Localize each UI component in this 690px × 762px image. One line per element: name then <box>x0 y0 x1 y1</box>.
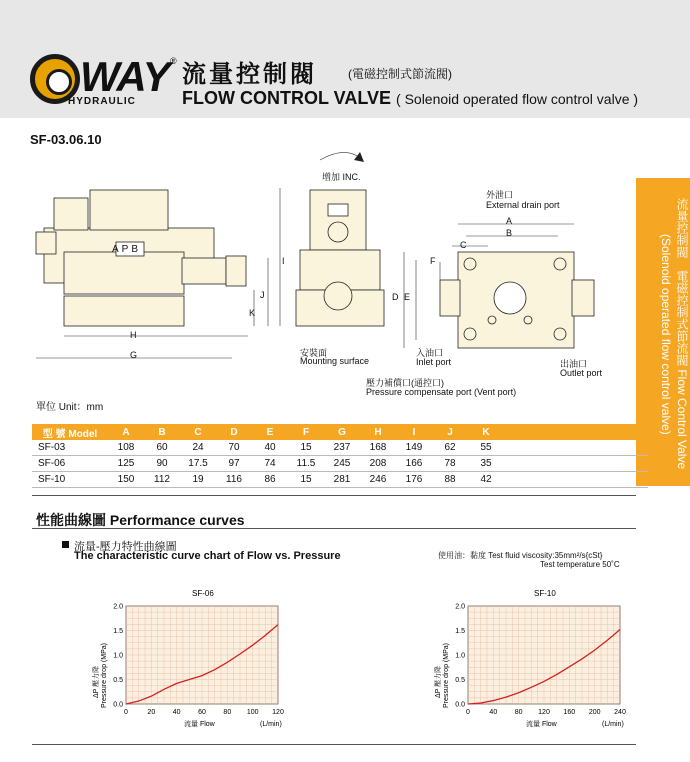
y-axis-label-en: Pressure drop (MPa) <box>443 643 450 708</box>
table-cell <box>576 456 612 472</box>
table-cell: 11.5 <box>288 456 324 472</box>
table-cell <box>504 472 540 488</box>
unit-label: 單位 Unit：mm <box>36 402 104 413</box>
table-cell <box>504 456 540 472</box>
curve-title-zh: 流量-壓力特性曲線圖 <box>74 541 177 553</box>
table-cell: 245 <box>324 456 360 472</box>
dim-label-g: G <box>130 350 138 360</box>
table-cell <box>576 472 612 488</box>
table-cell: 15 <box>288 440 324 456</box>
dim-label-a: A <box>506 216 513 226</box>
x-tick-label: 120 <box>272 709 284 716</box>
chart-sf06 <box>70 584 300 734</box>
table-header: E <box>252 424 288 440</box>
table-header: B <box>144 424 180 440</box>
table-cell: 60 <box>144 440 180 456</box>
table-cell: 19 <box>180 472 216 488</box>
table-header <box>540 424 576 440</box>
table-cell: 168 <box>360 440 396 456</box>
x-axis-label: 流量 Flow <box>184 721 215 728</box>
top-view-drawing <box>440 252 594 348</box>
table-header: A <box>108 424 144 440</box>
y-axis-label-zh: ΔP 壓力降 <box>93 665 100 698</box>
table-cell: 108 <box>108 440 144 456</box>
table-cell: 70 <box>216 440 252 456</box>
table-cell: 74 <box>252 456 288 472</box>
table-cell: 281 <box>324 472 360 488</box>
table-cell: 166 <box>396 456 432 472</box>
title-chinese: 流量控制閥 <box>182 61 317 88</box>
y-tick-label: 1.5 <box>455 628 465 635</box>
outlet-port-en: Outlet port <box>560 368 603 378</box>
table-cell: 15 <box>288 472 324 488</box>
y-tick-label: 0.0 <box>113 701 123 709</box>
table-cell: 237 <box>324 440 360 456</box>
table-cell <box>612 456 648 472</box>
front-view-drawing <box>36 190 246 326</box>
y-tick-label: 2.0 <box>455 603 465 611</box>
dim-label-b: B <box>506 228 513 238</box>
title-english <box>182 88 638 109</box>
bullet-square-icon <box>62 541 69 548</box>
inlet-port-en: Inlet port <box>416 357 452 367</box>
x-tick-label: 160 <box>563 709 576 716</box>
x-tick-label: 20 <box>147 709 156 716</box>
dim-label-j: J <box>260 290 265 300</box>
table-header: I <box>396 424 432 440</box>
y-axis-label-zh: ΔP 壓力降 <box>435 665 442 698</box>
title-english-sub: ( Solenoid operated flow control valve ) <box>396 91 639 107</box>
table-header: 型 號 Model <box>32 424 108 440</box>
table-header: J <box>432 424 468 440</box>
y-tick-label: 0.0 <box>455 701 465 709</box>
table-cell <box>540 440 576 456</box>
outlet-port-zh: 出油口 <box>560 359 588 369</box>
table-cell: 55 <box>468 440 504 456</box>
x-tick-label: 60 <box>198 709 206 716</box>
table-header: H <box>360 424 396 440</box>
table-row <box>32 456 648 472</box>
dim-label-h: H <box>130 330 137 340</box>
table-cell: 112 <box>144 472 180 488</box>
table-cell <box>504 440 540 456</box>
table-header <box>504 424 540 440</box>
table-row <box>32 440 648 456</box>
divider <box>32 744 636 745</box>
dim-label-f: F <box>430 256 436 266</box>
performance-title: 性能曲線圖 Performance curves <box>36 512 245 528</box>
title-chinese-sub: (電磁控制式節流閥) <box>348 67 452 81</box>
table-cell: SF-10 <box>32 472 108 488</box>
dim-label-e: E <box>404 292 411 302</box>
side-view-drawing <box>296 190 384 326</box>
table-cell <box>540 472 576 488</box>
dim-label-k: K <box>249 308 256 318</box>
registered-mark: ® <box>170 56 177 66</box>
x-tick-label: 240 <box>614 709 626 716</box>
vent-port-zh: 壓力補償口(通控口) <box>366 378 444 388</box>
x-tick-label: 40 <box>172 709 181 716</box>
table-header: C <box>180 424 216 440</box>
brand-subtitle: HYDRAULIC <box>68 96 136 107</box>
chart-title: SF-10 <box>534 589 556 598</box>
table-cell: 88 <box>432 472 468 488</box>
table-header <box>612 424 648 440</box>
table-cell: 17.5 <box>180 456 216 472</box>
table-cell <box>540 456 576 472</box>
table-cell: 35 <box>468 456 504 472</box>
table-cell: 150 <box>108 472 144 488</box>
x-axis-unit: (L/min) <box>260 721 282 728</box>
x-axis-unit: (L/min) <box>602 721 624 728</box>
inlet-port-zh: 入油口 <box>416 348 444 358</box>
curve-title-en: The characteristic curve chart of Flow vs. Pressure <box>74 550 341 562</box>
table-cell: 208 <box>360 456 396 472</box>
divider <box>32 495 636 496</box>
table-cell: 90 <box>144 456 180 472</box>
fluid-viscosity: 使用油：黏度 Test fluid viscosity:35mm²/s{cSt} <box>438 551 603 560</box>
divider <box>32 528 636 529</box>
table-cell: 24 <box>180 440 216 456</box>
model-code: SF-03.06.10 <box>30 132 102 147</box>
inc-arrow-icon <box>354 152 364 162</box>
table-cell: SF-06 <box>32 456 108 472</box>
dim-label-i: I <box>282 256 285 266</box>
drain-port-zh: 外泄口 <box>486 190 514 200</box>
table-cell: 149 <box>396 440 432 456</box>
table-header <box>576 424 612 440</box>
dim-label-d: D <box>392 292 399 302</box>
table-cell: 78 <box>432 456 468 472</box>
title-english-main: FLOW CONTROL VALVE <box>182 88 391 108</box>
y-axis-label-en: Pressure drop (MPa) <box>101 643 108 708</box>
x-tick-label: 120 <box>538 709 550 716</box>
mounting-surface-en: Mounting surface <box>300 356 370 366</box>
table-cell: 62 <box>432 440 468 456</box>
x-tick-label: 200 <box>588 709 601 716</box>
table-header-row <box>32 424 648 440</box>
table-cell: 116 <box>216 472 252 488</box>
table-header: D <box>216 424 252 440</box>
y-tick-label: 1.5 <box>113 628 123 635</box>
chart-title: SF-06 <box>192 589 214 598</box>
x-axis-label: 流量 Flow <box>526 721 557 728</box>
table-header: K <box>468 424 504 440</box>
mounting-surface-zh: 安裝面 <box>300 348 328 358</box>
x-tick-label: 0 <box>466 709 470 716</box>
y-tick-label: 1.0 <box>455 652 465 660</box>
y-tick-label: 2.0 <box>113 603 123 611</box>
table-cell: SF-03 <box>32 440 108 456</box>
chart-sf10 <box>412 584 642 734</box>
page-header <box>0 0 690 118</box>
y-tick-label: 0.5 <box>113 677 123 684</box>
x-tick-label: 0 <box>124 709 128 716</box>
brand-name: WAY <box>80 53 170 100</box>
dimension-table <box>32 424 648 488</box>
x-tick-label: 100 <box>246 709 259 716</box>
y-tick-label: 0.5 <box>455 677 465 684</box>
drain-port-en: External drain port <box>486 200 560 210</box>
x-tick-label: 80 <box>514 709 523 716</box>
table-cell: 86 <box>252 472 288 488</box>
fluid-temperature: Test temperature 50˚C <box>540 560 620 569</box>
table-cell <box>576 440 612 456</box>
table-cell <box>612 440 648 456</box>
y-tick-label: 1.0 <box>113 652 123 660</box>
x-tick-label: 40 <box>489 709 498 716</box>
apb-mark: APB <box>112 244 142 255</box>
table-cell <box>612 472 648 488</box>
table-header: F <box>288 424 324 440</box>
table-cell: 176 <box>396 472 432 488</box>
table-cell: 42 <box>468 472 504 488</box>
vent-port-en: Pressure compensate port (Vent port) <box>366 387 517 397</box>
table-cell: 40 <box>252 440 288 456</box>
table-cell: 125 <box>108 456 144 472</box>
table-cell: 97 <box>216 456 252 472</box>
inc-label: 增加 INC. <box>322 172 361 182</box>
dim-label-c: C <box>460 240 467 250</box>
table-row <box>32 472 648 488</box>
table-header: G <box>324 424 360 440</box>
table-cell: 246 <box>360 472 396 488</box>
side-tab-text: 流量控制閥 電磁控制式節流閥 Flow Control Valve (Solenoid operated flow control valve) <box>659 198 689 470</box>
x-tick-label: 80 <box>223 709 232 716</box>
